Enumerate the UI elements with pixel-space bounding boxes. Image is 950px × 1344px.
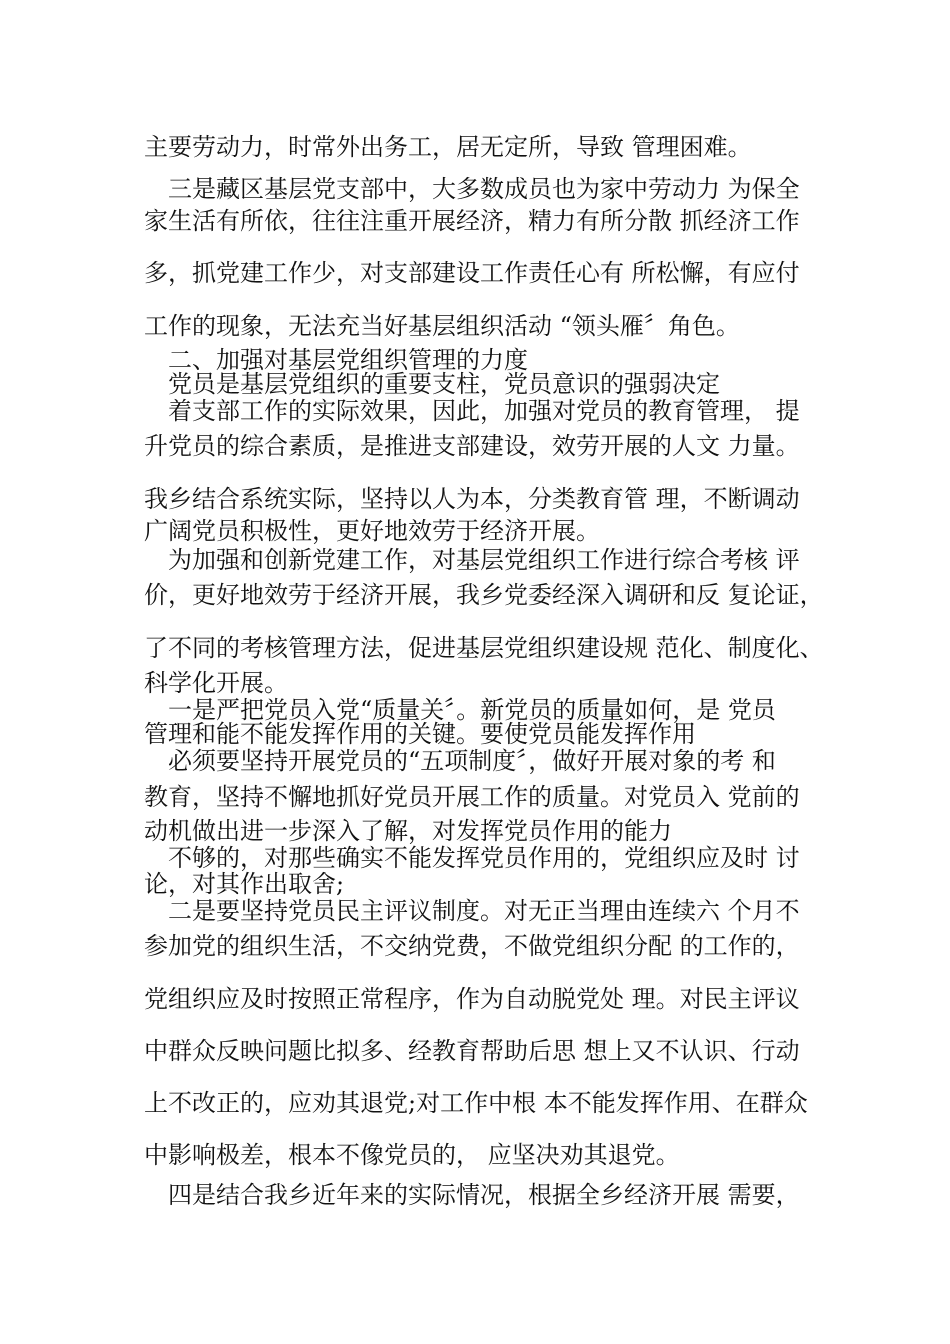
text-line: 上不改正的，应劝其退党;对工作中根 本不能发挥作用、在群众 [144,1089,808,1117]
text-line: 二是要坚持党员民主评议制度。对无正当理由连续六 个月不 [168,897,800,925]
text-line: 家生活有所依，往往注重开展经济，精力有所分散 抓经济工作 [144,207,800,235]
text-line: 论，对其作出取舍; [144,870,345,898]
text-line: 我乡结合系统实际，坚持以人为本，分类教育管 理，不断调动 [144,485,800,513]
text-line: 党员是基层党组织的重要支柱，党员意识的强弱决定 [168,370,720,398]
text-line: 四是结合我乡近年来的实际情况，根据全乡经济开展 需要， [168,1181,800,1209]
section-heading: 二、加强对基层党组织管理的力度 [168,346,528,374]
text-line: 了不同的考核管理方法，促进基层党组织建设规 范化、制度化、 [144,634,824,662]
text-line: 价，更好地效劳于经济开展，我乡党委经深入调研和反 复论证， [144,581,824,609]
text-line: 中影响极差，根本不像党员的， 应坚决劝其退党。 [144,1141,680,1169]
text-line: 为加强和创新党建工作，对基层党组织工作进行综合考核 评 [168,546,800,574]
text-line: 三是藏区基层党支部中，大多数成员也为家中劳动力 为保全 [168,175,800,203]
text-line: 一是严把党员入党“质量关〞。新党员的质量如何，是 党员 [168,696,776,724]
text-line: 党组织应及时按照正常程序，作为自动脱党处 理。对民主评议 [144,985,800,1013]
text-line: 升党员的综合素质，是推进支部建设，效劳开展的人文 力量。 [144,432,800,460]
text-line: 动机做出进一步深入了解，对发挥党员作用的能力 [144,817,672,845]
text-line: 中群众反映问题比拟多、经教育帮助后思 想上又不认识、行动 [144,1037,800,1065]
text-line: 参加党的组织生活，不交纳党费，不做党组织分配 的工作的， [144,932,800,960]
text-line: 不够的，对那些确实不能发挥党员作用的，党组织应及时 讨 [168,844,800,872]
text-line: 科学化开展。 [144,669,288,697]
text-line: 工作的现象，无法充当好基层组织活动 “领头雁〞角色。 [144,312,740,340]
text-line: 教育，坚持不懈地抓好党员开展工作的质量。对党员入 党前的 [144,783,800,811]
text-line: 必须要坚持开展党员的“五项制度〞，做好开展对象的考 和 [168,747,776,775]
text-line: 广阔党员积极性，更好地效劳于经济开展。 [144,517,600,545]
text-line: 多，抓党建工作少，对支部建设工作责任心有 所松懈，有应付 [144,259,800,287]
text-line: 着支部工作的实际效果，因此，加强对党员的教育管理， 提 [168,397,800,425]
text-line: 管理和能不能发挥作用的关键。要使党员能发挥作用 [144,720,696,748]
text-line: 主要劳动力，时常外出务工，居无定所，导致 管理困难。 [144,133,752,161]
